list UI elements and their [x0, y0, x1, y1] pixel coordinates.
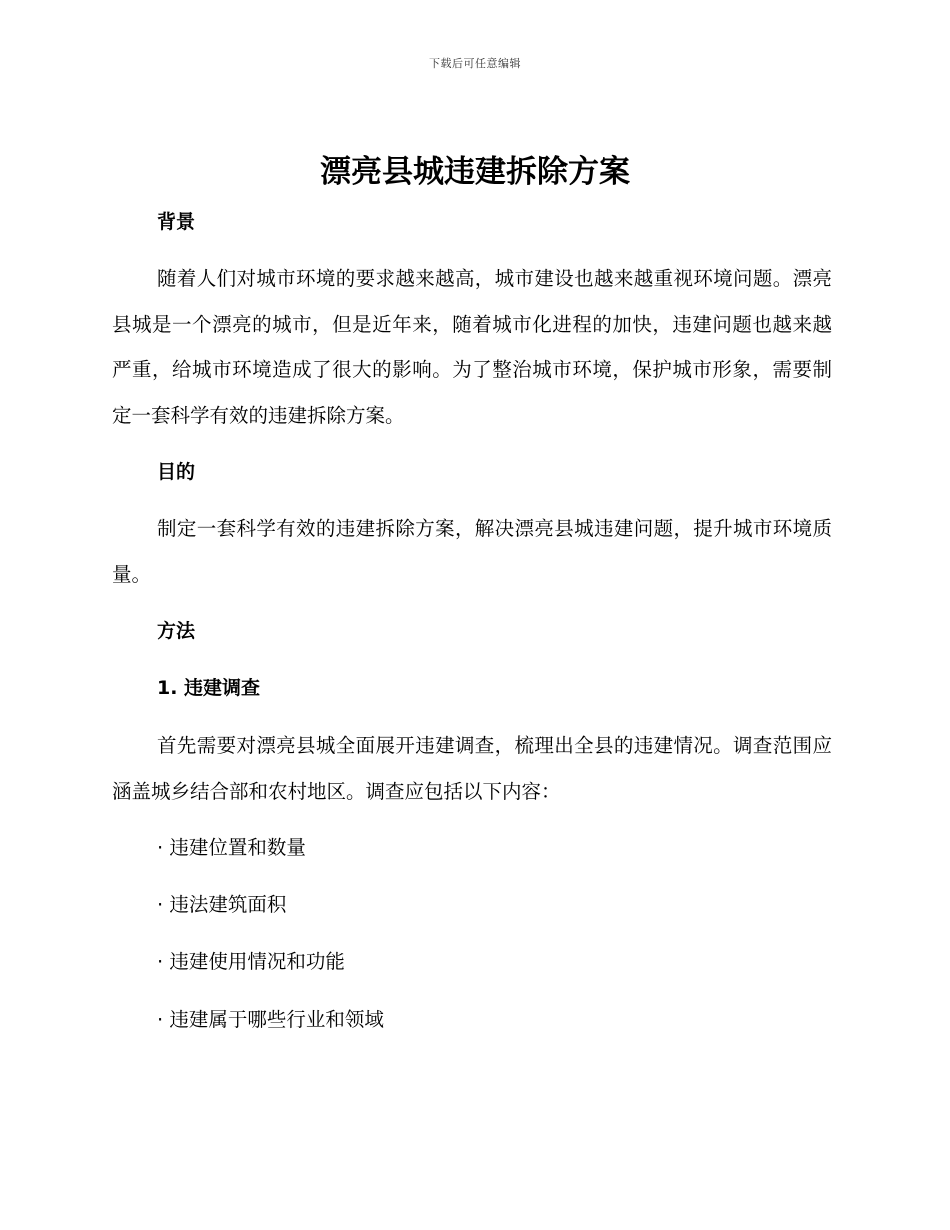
section-heading-method: 方法: [157, 620, 196, 642]
document-title: 漂亮县城违建拆除方案: [320, 154, 630, 190]
section-heading-background: 背景: [157, 211, 196, 233]
list-item: · 违建属于哪些行业和领域: [157, 1008, 384, 1031]
list-item: · 违建位置和数量: [157, 836, 306, 859]
paragraph-purpose: 制定一套科学有效的违建拆除方案，解决漂亮县城违建问题，提升城市环境质量。: [112, 517, 832, 586]
list-item: · 违建使用情况和功能: [157, 950, 345, 973]
section-heading-purpose: 目的: [157, 461, 196, 483]
header-note: 下载后可任意编辑: [429, 57, 521, 70]
list-item: · 违法建筑面积: [157, 893, 287, 916]
paragraph-background: 随着人们对城市环境的要求越来越高，城市建设也越来越重视环境问题。漂亮县城是一个漂亮的城市，但是近年来，随着城市化进程的加快，违建问题也越来越严重，给城市环境造成了很大的影响。为了整治城市环境，保护城市形象，需要制定一套科学有效的违建拆除方案。: [112, 267, 832, 427]
subsection-heading-survey: 1. 违建调查: [157, 677, 261, 699]
paragraph-survey: 首先需要对漂亮县城全面展开违建调查，梳理出全县的违建情况。调查范围应涵盖城乡结合部和农村地区。调查应包括以下内容：: [112, 734, 832, 803]
